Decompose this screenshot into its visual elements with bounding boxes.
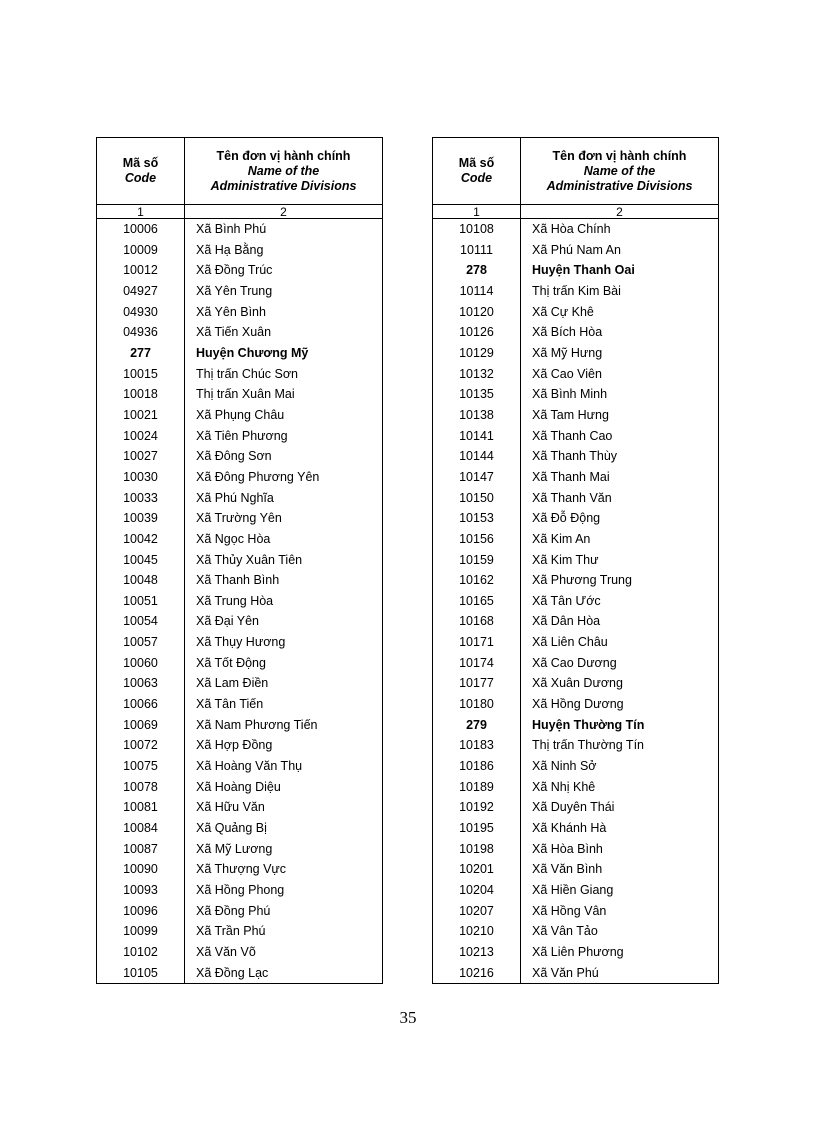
table-row: [97, 322, 383, 343]
row-code: 10171: [433, 632, 521, 653]
table-row: [97, 963, 383, 984]
row-code: 10183: [433, 735, 521, 756]
table-row: [433, 818, 719, 839]
row-code: 10096: [97, 901, 185, 922]
table-row: [433, 508, 719, 529]
row-code: 10168: [433, 611, 521, 632]
name-header: [185, 138, 383, 205]
table-row: [433, 488, 719, 509]
row-name: Xã Tân Ước: [521, 591, 719, 612]
row-code: 10018: [97, 384, 185, 405]
row-code: 10045: [97, 550, 185, 571]
row-code: 10156: [433, 529, 521, 550]
table-row: [433, 219, 719, 240]
row-name: Xã Phụng Châu: [185, 405, 383, 426]
row-code: 10087: [97, 839, 185, 860]
row-name: Xã Hiền Giang: [521, 880, 719, 901]
table-row: [433, 880, 719, 901]
column-number-1: 1: [97, 205, 185, 219]
row-code: 10198: [433, 839, 521, 860]
row-code: 10039: [97, 508, 185, 529]
row-name: Xã Bình Minh: [521, 384, 719, 405]
table-row: [97, 653, 383, 674]
row-code: 10192: [433, 797, 521, 818]
table-row: [433, 942, 719, 963]
table-row: [97, 839, 383, 860]
row-name: Xã Đồng Phú: [185, 901, 383, 922]
row-code: 10090: [97, 859, 185, 880]
row-name: Xã Văn Bình: [521, 859, 719, 880]
table-row: [433, 550, 719, 571]
name-header-en-1: Name of the: [247, 163, 320, 178]
row-name: Xã Cao Viên: [521, 364, 719, 385]
table-row: [97, 384, 383, 405]
row-name: Xã Trung Hòa: [185, 591, 383, 612]
row-name: Xã Tam Hưng: [521, 405, 719, 426]
row-code: 10054: [97, 611, 185, 632]
column-number-2: 2: [185, 205, 383, 219]
row-name: Thị trấn Xuân Mai: [185, 384, 383, 405]
row-name: Xã Phú Nghĩa: [185, 488, 383, 509]
row-name: Xã Đông Phương Yên: [185, 467, 383, 488]
table-row: [97, 942, 383, 963]
row-name: Xã Hồng Phong: [185, 880, 383, 901]
table-row: [97, 302, 383, 323]
row-name: Xã Đồng Lạc: [185, 963, 383, 984]
row-name: Xã Đại Yên: [185, 611, 383, 632]
row-code: 10069: [97, 715, 185, 736]
table-row: [97, 508, 383, 529]
table-row: [433, 921, 719, 942]
row-code: 10024: [97, 426, 185, 447]
row-name: Xã Nhị Khê: [521, 777, 719, 798]
row-name: Xã Hoàng Văn Thụ: [185, 756, 383, 777]
row-name: Xã Phú Nam An: [521, 240, 719, 261]
row-name: Xã Thanh Thùy: [521, 446, 719, 467]
row-name: Xã Tân Tiến: [185, 694, 383, 715]
table-row: [433, 756, 719, 777]
row-code: 10162: [433, 570, 521, 591]
row-name: Xã Hoàng Diệu: [185, 777, 383, 798]
row-code: 10129: [433, 343, 521, 364]
left-table: [96, 137, 383, 984]
row-name: Xã Liên Phương: [521, 942, 719, 963]
row-code: 10114: [433, 281, 521, 302]
name-header: [521, 138, 719, 205]
row-code: 04930: [97, 302, 185, 323]
row-name: Xã Khánh Hà: [521, 818, 719, 839]
table-row: [433, 364, 719, 385]
table-row: [433, 260, 719, 281]
table-row: [97, 673, 383, 694]
row-code: 10015: [97, 364, 185, 385]
table-row: [97, 756, 383, 777]
code-header-vi: Mã số: [458, 156, 495, 170]
table-row: [433, 446, 719, 467]
row-code: 10063: [97, 673, 185, 694]
row-name: Xã Tiến Xuân: [185, 322, 383, 343]
row-name: Xã Thủy Xuân Tiên: [185, 550, 383, 571]
row-code: 10204: [433, 880, 521, 901]
row-name: Huyện Thường Tín: [521, 715, 719, 736]
table-row: [433, 570, 719, 591]
table-row: [97, 694, 383, 715]
row-code: 10021: [97, 405, 185, 426]
row-name: Xã Xuân Dương: [521, 673, 719, 694]
row-name: Xã Cự Khê: [521, 302, 719, 323]
right-table: [432, 137, 719, 984]
code-header-vi: Mã số: [122, 156, 159, 170]
column-number-2: 2: [521, 205, 719, 219]
table-row: [433, 839, 719, 860]
row-code: 10051: [97, 591, 185, 612]
row-code: 10153: [433, 508, 521, 529]
table-row: [433, 735, 719, 756]
row-code: 10084: [97, 818, 185, 839]
table-row: [97, 735, 383, 756]
table-row: [97, 715, 383, 736]
row-code: 10072: [97, 735, 185, 756]
row-name: Xã Hồng Dương: [521, 694, 719, 715]
row-code: 10201: [433, 859, 521, 880]
name-header-vi: Tên đơn vị hành chính: [552, 148, 687, 163]
row-code: 279: [433, 715, 521, 736]
table-row: [433, 611, 719, 632]
row-code: 10027: [97, 446, 185, 467]
row-code: 10105: [97, 963, 185, 984]
row-name: Xã Nam Phương Tiến: [185, 715, 383, 736]
row-code: 10009: [97, 240, 185, 261]
row-code: 10102: [97, 942, 185, 963]
table-row: [97, 219, 383, 240]
table-row: [97, 529, 383, 550]
table-row: [97, 260, 383, 281]
row-name: Xã Lam Điền: [185, 673, 383, 694]
row-name: Xã Trần Phú: [185, 921, 383, 942]
row-code: 10213: [433, 942, 521, 963]
table-row: [433, 963, 719, 984]
row-name: Xã Thụy Hương: [185, 632, 383, 653]
row-name: Xã Cao Dương: [521, 653, 719, 674]
row-code: 10111: [433, 240, 521, 261]
row-code: 10195: [433, 818, 521, 839]
row-name: Huyện Thanh Oai: [521, 260, 719, 281]
row-code: 10060: [97, 653, 185, 674]
table-row: [433, 797, 719, 818]
row-code: 10177: [433, 673, 521, 694]
table-row: [97, 611, 383, 632]
row-name: Xã Thanh Mai: [521, 467, 719, 488]
row-name: Xã Ngọc Hòa: [185, 529, 383, 550]
table-row: [433, 426, 719, 447]
row-code: 10078: [97, 777, 185, 798]
row-code: 10006: [97, 219, 185, 240]
row-code: 10057: [97, 632, 185, 653]
row-code: 10186: [433, 756, 521, 777]
row-name: Xã Hữu Văn: [185, 797, 383, 818]
table-row: [433, 467, 719, 488]
table-row: [433, 529, 719, 550]
table-row: [433, 405, 719, 426]
row-code: 278: [433, 260, 521, 281]
row-name: Xã Bích Hòa: [521, 322, 719, 343]
row-code: 10132: [433, 364, 521, 385]
row-name: Xã Văn Phú: [521, 963, 719, 984]
row-code: 10081: [97, 797, 185, 818]
row-code: 10159: [433, 550, 521, 571]
row-code: 10012: [97, 260, 185, 281]
table-row: [97, 570, 383, 591]
table-row: [97, 591, 383, 612]
table-row: [97, 797, 383, 818]
row-name: Xã Tiên Phương: [185, 426, 383, 447]
row-name: Xã Tốt Động: [185, 653, 383, 674]
row-name: Xã Thanh Cao: [521, 426, 719, 447]
row-name: Thị trấn Kim Bài: [521, 281, 719, 302]
table-row: [97, 343, 383, 364]
row-name: Thị trấn Thường Tín: [521, 735, 719, 756]
row-code: 10150: [433, 488, 521, 509]
table-row: [433, 240, 719, 261]
code-header: [433, 138, 521, 205]
table-row: [433, 322, 719, 343]
table-row: [433, 673, 719, 694]
row-name: Xã Liên Châu: [521, 632, 719, 653]
row-name: Huyện Chương Mỹ: [185, 343, 383, 364]
left-table-body: [97, 219, 383, 984]
table-row: [433, 343, 719, 364]
row-code: 10144: [433, 446, 521, 467]
row-name: Xã Duyên Thái: [521, 797, 719, 818]
name-header-en-1: Name of the: [583, 163, 656, 178]
row-name: Xã Thanh Bình: [185, 570, 383, 591]
page-number: 35: [399, 1008, 417, 1027]
table-row: [97, 488, 383, 509]
table-row: [433, 859, 719, 880]
table-row: [433, 715, 719, 736]
row-code: 10093: [97, 880, 185, 901]
row-code: 04927: [97, 281, 185, 302]
table-row: [433, 302, 719, 323]
row-name: Xã Dân Hòa: [521, 611, 719, 632]
table-row: [97, 281, 383, 302]
table-row: [433, 653, 719, 674]
row-code: 10141: [433, 426, 521, 447]
row-code: 10207: [433, 901, 521, 922]
row-code: 10042: [97, 529, 185, 550]
row-name: Xã Mỹ Lương: [185, 839, 383, 860]
row-code: 10210: [433, 921, 521, 942]
row-code: 10048: [97, 570, 185, 591]
table-row: [97, 467, 383, 488]
table-row: [97, 777, 383, 798]
row-code: 10180: [433, 694, 521, 715]
row-name: Xã Kim An: [521, 529, 719, 550]
row-name: Thị trấn Chúc Sơn: [185, 364, 383, 385]
table-row: [97, 446, 383, 467]
row-code: 10138: [433, 405, 521, 426]
code-header-en: Code: [124, 171, 157, 185]
row-name: Xã Thượng Vực: [185, 859, 383, 880]
table-row: [433, 777, 719, 798]
row-name: Xã Quảng Bị: [185, 818, 383, 839]
column-number-1: 1: [433, 205, 521, 219]
name-header-en-2: Administrative Divisions: [546, 178, 693, 193]
row-code: 10099: [97, 921, 185, 942]
row-code: 10033: [97, 488, 185, 509]
table-row: [97, 426, 383, 447]
row-name: Xã Đông Sơn: [185, 446, 383, 467]
row-name: Xã Hạ Bằng: [185, 240, 383, 261]
row-code: 10120: [433, 302, 521, 323]
table-row: [97, 859, 383, 880]
row-name: Xã Yên Bình: [185, 302, 383, 323]
row-name: Xã Vân Tảo: [521, 921, 719, 942]
row-name: Xã Đồng Trúc: [185, 260, 383, 281]
code-header: [97, 138, 185, 205]
row-name: Xã Hòa Chính: [521, 219, 719, 240]
row-name: Xã Thanh Văn: [521, 488, 719, 509]
name-header-en-2: Administrative Divisions: [210, 178, 357, 193]
row-code: 277: [97, 343, 185, 364]
name-header-vi: Tên đơn vị hành chính: [216, 148, 351, 163]
row-code: 10075: [97, 756, 185, 777]
table-row: [97, 880, 383, 901]
row-code: 10126: [433, 322, 521, 343]
code-header-en: Code: [460, 171, 493, 185]
row-name: Xã Đỗ Động: [521, 508, 719, 529]
row-code: 10030: [97, 467, 185, 488]
row-name: Xã Yên Trung: [185, 281, 383, 302]
row-code: 10066: [97, 694, 185, 715]
table-row: [97, 901, 383, 922]
table-row: [433, 281, 719, 302]
right-table-body: [433, 219, 719, 984]
row-name: Xã Mỹ Hưng: [521, 343, 719, 364]
row-name: Xã Kim Thư: [521, 550, 719, 571]
table-row: [97, 550, 383, 571]
row-name: Xã Phương Trung: [521, 570, 719, 591]
row-code: 10189: [433, 777, 521, 798]
table-row: [97, 405, 383, 426]
row-code: 10165: [433, 591, 521, 612]
table-row: [97, 921, 383, 942]
row-name: Xã Ninh Sở: [521, 756, 719, 777]
table-row: [97, 632, 383, 653]
row-code: 10108: [433, 219, 521, 240]
row-code: 10147: [433, 467, 521, 488]
table-row: [433, 694, 719, 715]
table-row: [97, 818, 383, 839]
table-row: [433, 591, 719, 612]
table-row: [433, 632, 719, 653]
table-row: [97, 240, 383, 261]
row-code: 10216: [433, 963, 521, 984]
row-name: Xã Hòa Bình: [521, 839, 719, 860]
row-code: 04936: [97, 322, 185, 343]
table-row: [433, 384, 719, 405]
row-name: Xã Trường Yên: [185, 508, 383, 529]
row-name: Xã Hợp Đồng: [185, 735, 383, 756]
row-code: 10135: [433, 384, 521, 405]
row-code: 10174: [433, 653, 521, 674]
table-row: [433, 901, 719, 922]
row-name: Xã Văn Võ: [185, 942, 383, 963]
row-name: Xã Bình Phú: [185, 219, 383, 240]
table-row: [97, 364, 383, 385]
row-name: Xã Hồng Vân: [521, 901, 719, 922]
